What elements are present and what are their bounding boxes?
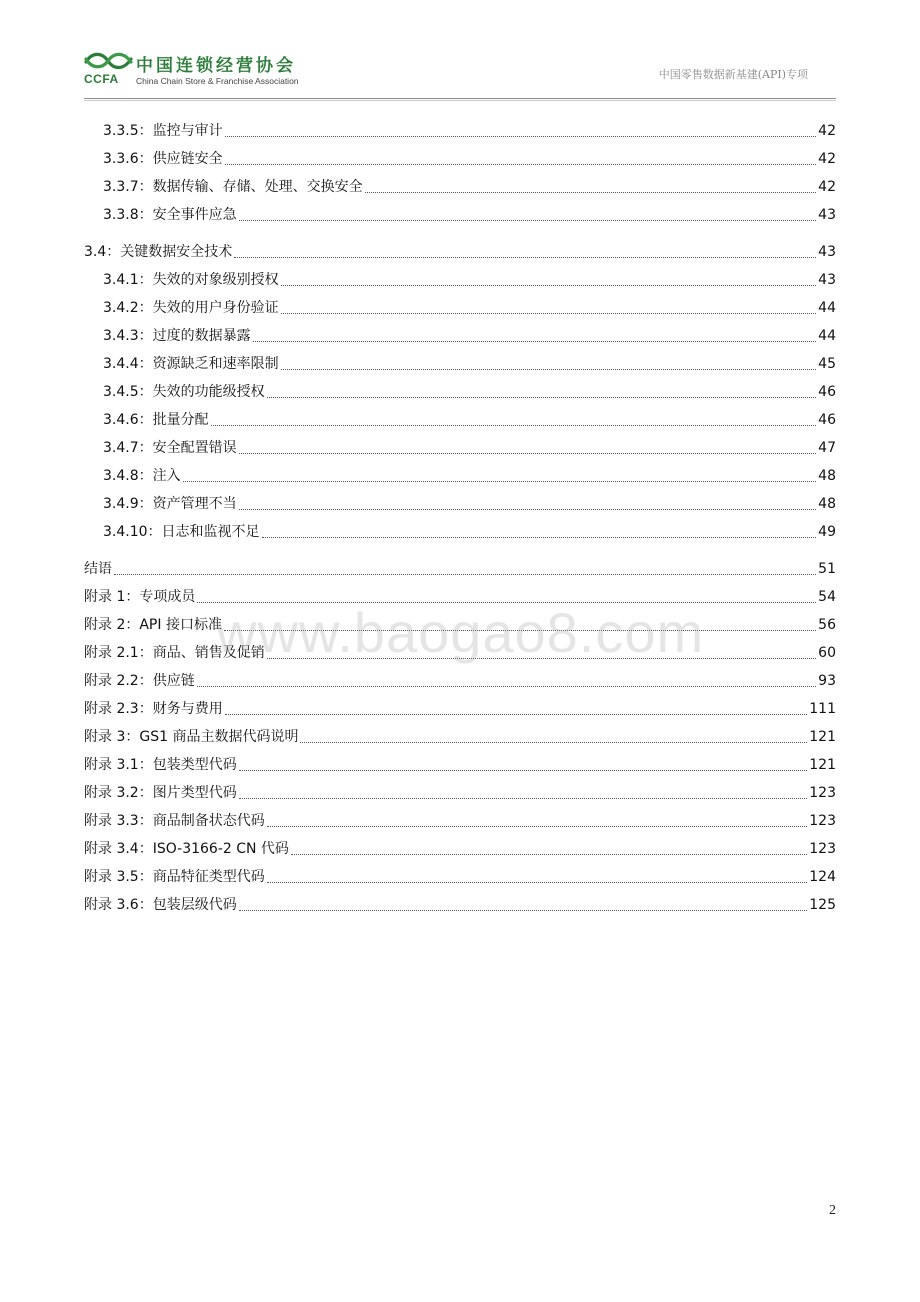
toc-entry-page: 54 [818, 589, 836, 605]
toc-entry[interactable] [84, 403, 836, 431]
toc-entry-label: 3.4.1：失效的对象级别授权 [103, 272, 279, 288]
toc-entry-label: 附录 3.4：ISO-3166-2 CN 代码 [84, 841, 289, 857]
toc-entry-page: 42 [818, 123, 836, 139]
toc-entry-page: 49 [818, 524, 836, 540]
toc-entry-page: 93 [818, 673, 836, 689]
toc-dot-leader [225, 163, 817, 165]
toc-entry[interactable] [84, 552, 836, 580]
toc-entry-page: 43 [818, 244, 836, 260]
toc-entry-page: 51 [818, 561, 836, 577]
toc-entry-page: 44 [818, 300, 836, 316]
toc-dot-leader [262, 536, 817, 538]
toc-entry[interactable] [84, 198, 836, 226]
toc-entry[interactable] [84, 459, 836, 487]
toc-dot-leader [239, 508, 817, 510]
toc-entry-label: 附录 2.3：财务与费用 [84, 701, 223, 717]
toc-dot-leader [225, 135, 817, 137]
watermark: www.baogao8.com [216, 601, 705, 664]
toc-entry[interactable] [84, 263, 836, 291]
toc-entry-page: 56 [818, 617, 836, 633]
toc-entry-label: 3.4.3：过度的数据暴露 [103, 328, 251, 344]
page-number: 2 [829, 1203, 836, 1218]
toc-entry[interactable] [84, 291, 836, 319]
toc-entry-label: 3.4：关键数据安全技术 [84, 244, 233, 260]
toc-entry-page: 43 [818, 272, 836, 288]
toc-entry-label: 3.4.10：日志和监视不足 [103, 524, 260, 540]
toc-entry-page: 47 [818, 440, 836, 456]
toc-dot-leader [211, 424, 817, 426]
toc-dot-leader [267, 825, 808, 827]
toc-dot-leader [234, 256, 816, 258]
toc-entry-label: 3.3.7：数据传输、存储、处理、交换安全 [103, 179, 363, 195]
toc-entry-page: 46 [818, 384, 836, 400]
toc-entry[interactable] [84, 375, 836, 403]
toc-entry-page: 60 [818, 645, 836, 661]
toc-dot-leader [225, 713, 808, 715]
toc-entry-label: 附录 2.2：供应链 [84, 673, 195, 689]
toc-entry-label: 附录 3：GS1 商品主数据代码说明 [84, 729, 299, 745]
toc-entry-page: 48 [818, 468, 836, 484]
toc-entry-page: 123 [809, 813, 836, 829]
toc-entry[interactable] [84, 515, 836, 543]
toc-entry[interactable] [84, 170, 836, 198]
toc-dot-leader [253, 340, 817, 342]
toc-entry[interactable] [84, 142, 836, 170]
toc-entry[interactable] [84, 319, 836, 347]
toc-entry-label: 3.3.5：监控与审计 [103, 123, 223, 139]
logo-abbreviation: CCFA [84, 72, 119, 86]
toc-entry[interactable] [84, 748, 836, 776]
toc-dot-leader [239, 219, 817, 221]
toc-entry-label: 附录 3.1：包装类型代码 [84, 757, 237, 773]
table-of-contents [84, 114, 836, 916]
ccfa-emblem-icon [84, 50, 134, 72]
toc-entry-label: 3.3.8：安全事件应急 [103, 207, 237, 223]
toc-entry-label: 附录 2：API 接口标准 [84, 617, 222, 633]
toc-dot-leader [239, 909, 808, 911]
toc-entry[interactable] [84, 776, 836, 804]
header-document-title: 中国零售数据新基建(API)专项 [658, 68, 808, 81]
header-divider-secondary [84, 100, 836, 101]
toc-entry-label: 3.4.6：批量分配 [103, 412, 209, 428]
toc-entry-page: 121 [809, 729, 836, 745]
toc-entry-page: 111 [809, 701, 836, 717]
toc-entry-page: 46 [818, 412, 836, 428]
toc-entry-page: 123 [809, 841, 836, 857]
toc-entry-label: 3.4.5：失效的功能级授权 [103, 384, 265, 400]
toc-entry-label: 3.4.7：安全配置错误 [103, 440, 237, 456]
toc-entry-label: 3.3.6：供应链安全 [103, 151, 223, 167]
toc-entry[interactable] [84, 832, 836, 860]
toc-entry[interactable] [84, 431, 836, 459]
toc-entry-label: 附录 1：专项成员 [84, 589, 196, 605]
toc-entry-page: 42 [818, 151, 836, 167]
toc-dot-leader [114, 573, 816, 575]
toc-dot-leader [267, 881, 808, 883]
toc-entry-label: 3.4.2：失效的用户身份验证 [103, 300, 279, 316]
logo-chinese-name: 中国连锁经营协会 [136, 56, 296, 76]
toc-entry[interactable] [84, 664, 836, 692]
toc-entry-label: 3.4.9：资产管理不当 [103, 496, 237, 512]
logo-english-name: China Chain Store & Franchise Association [136, 76, 299, 86]
toc-entry-page: 124 [809, 869, 836, 885]
toc-entry-page: 125 [809, 897, 836, 913]
toc-dot-leader [267, 396, 817, 398]
header-divider [84, 98, 836, 99]
toc-dot-leader [281, 368, 817, 370]
toc-dot-leader [291, 853, 807, 855]
toc-entry-page: 43 [818, 207, 836, 223]
toc-dot-leader [281, 284, 817, 286]
toc-dot-leader [197, 685, 816, 687]
toc-entry-label: 附录 3.6：包装层级代码 [84, 897, 237, 913]
toc-entry-label: 结语 [84, 561, 112, 577]
toc-entry-label: 附录 3.5：商品特征类型代码 [84, 869, 265, 885]
page-header [0, 0, 920, 100]
toc-dot-leader [365, 191, 817, 193]
toc-dot-leader [183, 480, 817, 482]
toc-dot-leader [281, 312, 817, 314]
toc-entry-page: 42 [818, 179, 836, 195]
toc-entry-label: 附录 2.1：商品、销售及促销 [84, 645, 265, 661]
toc-entry[interactable] [84, 860, 836, 888]
toc-entry-page: 121 [809, 757, 836, 773]
toc-entry-label: 3.4.4：资源缺乏和速率限制 [103, 356, 279, 372]
toc-entry-label: 3.4.8：注入 [103, 468, 181, 484]
toc-dot-leader [300, 741, 807, 743]
toc-entry-label: 附录 3.2：图片类型代码 [84, 785, 237, 801]
toc-dot-leader [239, 769, 808, 771]
toc-entry[interactable] [84, 487, 836, 515]
ccfa-logo [84, 50, 324, 90]
toc-entry-page: 48 [818, 496, 836, 512]
toc-entry[interactable] [84, 804, 836, 832]
toc-entry[interactable] [84, 235, 836, 263]
toc-entry-label: 附录 3.3：商品制备状态代码 [84, 813, 265, 829]
toc-entry[interactable] [84, 347, 836, 375]
toc-entry[interactable] [84, 720, 836, 748]
toc-entry-page: 123 [809, 785, 836, 801]
toc-entry[interactable] [84, 888, 836, 916]
toc-entry-page: 45 [818, 356, 836, 372]
toc-entry-page: 44 [818, 328, 836, 344]
toc-dot-leader [239, 452, 817, 454]
toc-dot-leader [239, 797, 808, 799]
toc-entry[interactable] [84, 114, 836, 142]
toc-entry[interactable] [84, 692, 836, 720]
